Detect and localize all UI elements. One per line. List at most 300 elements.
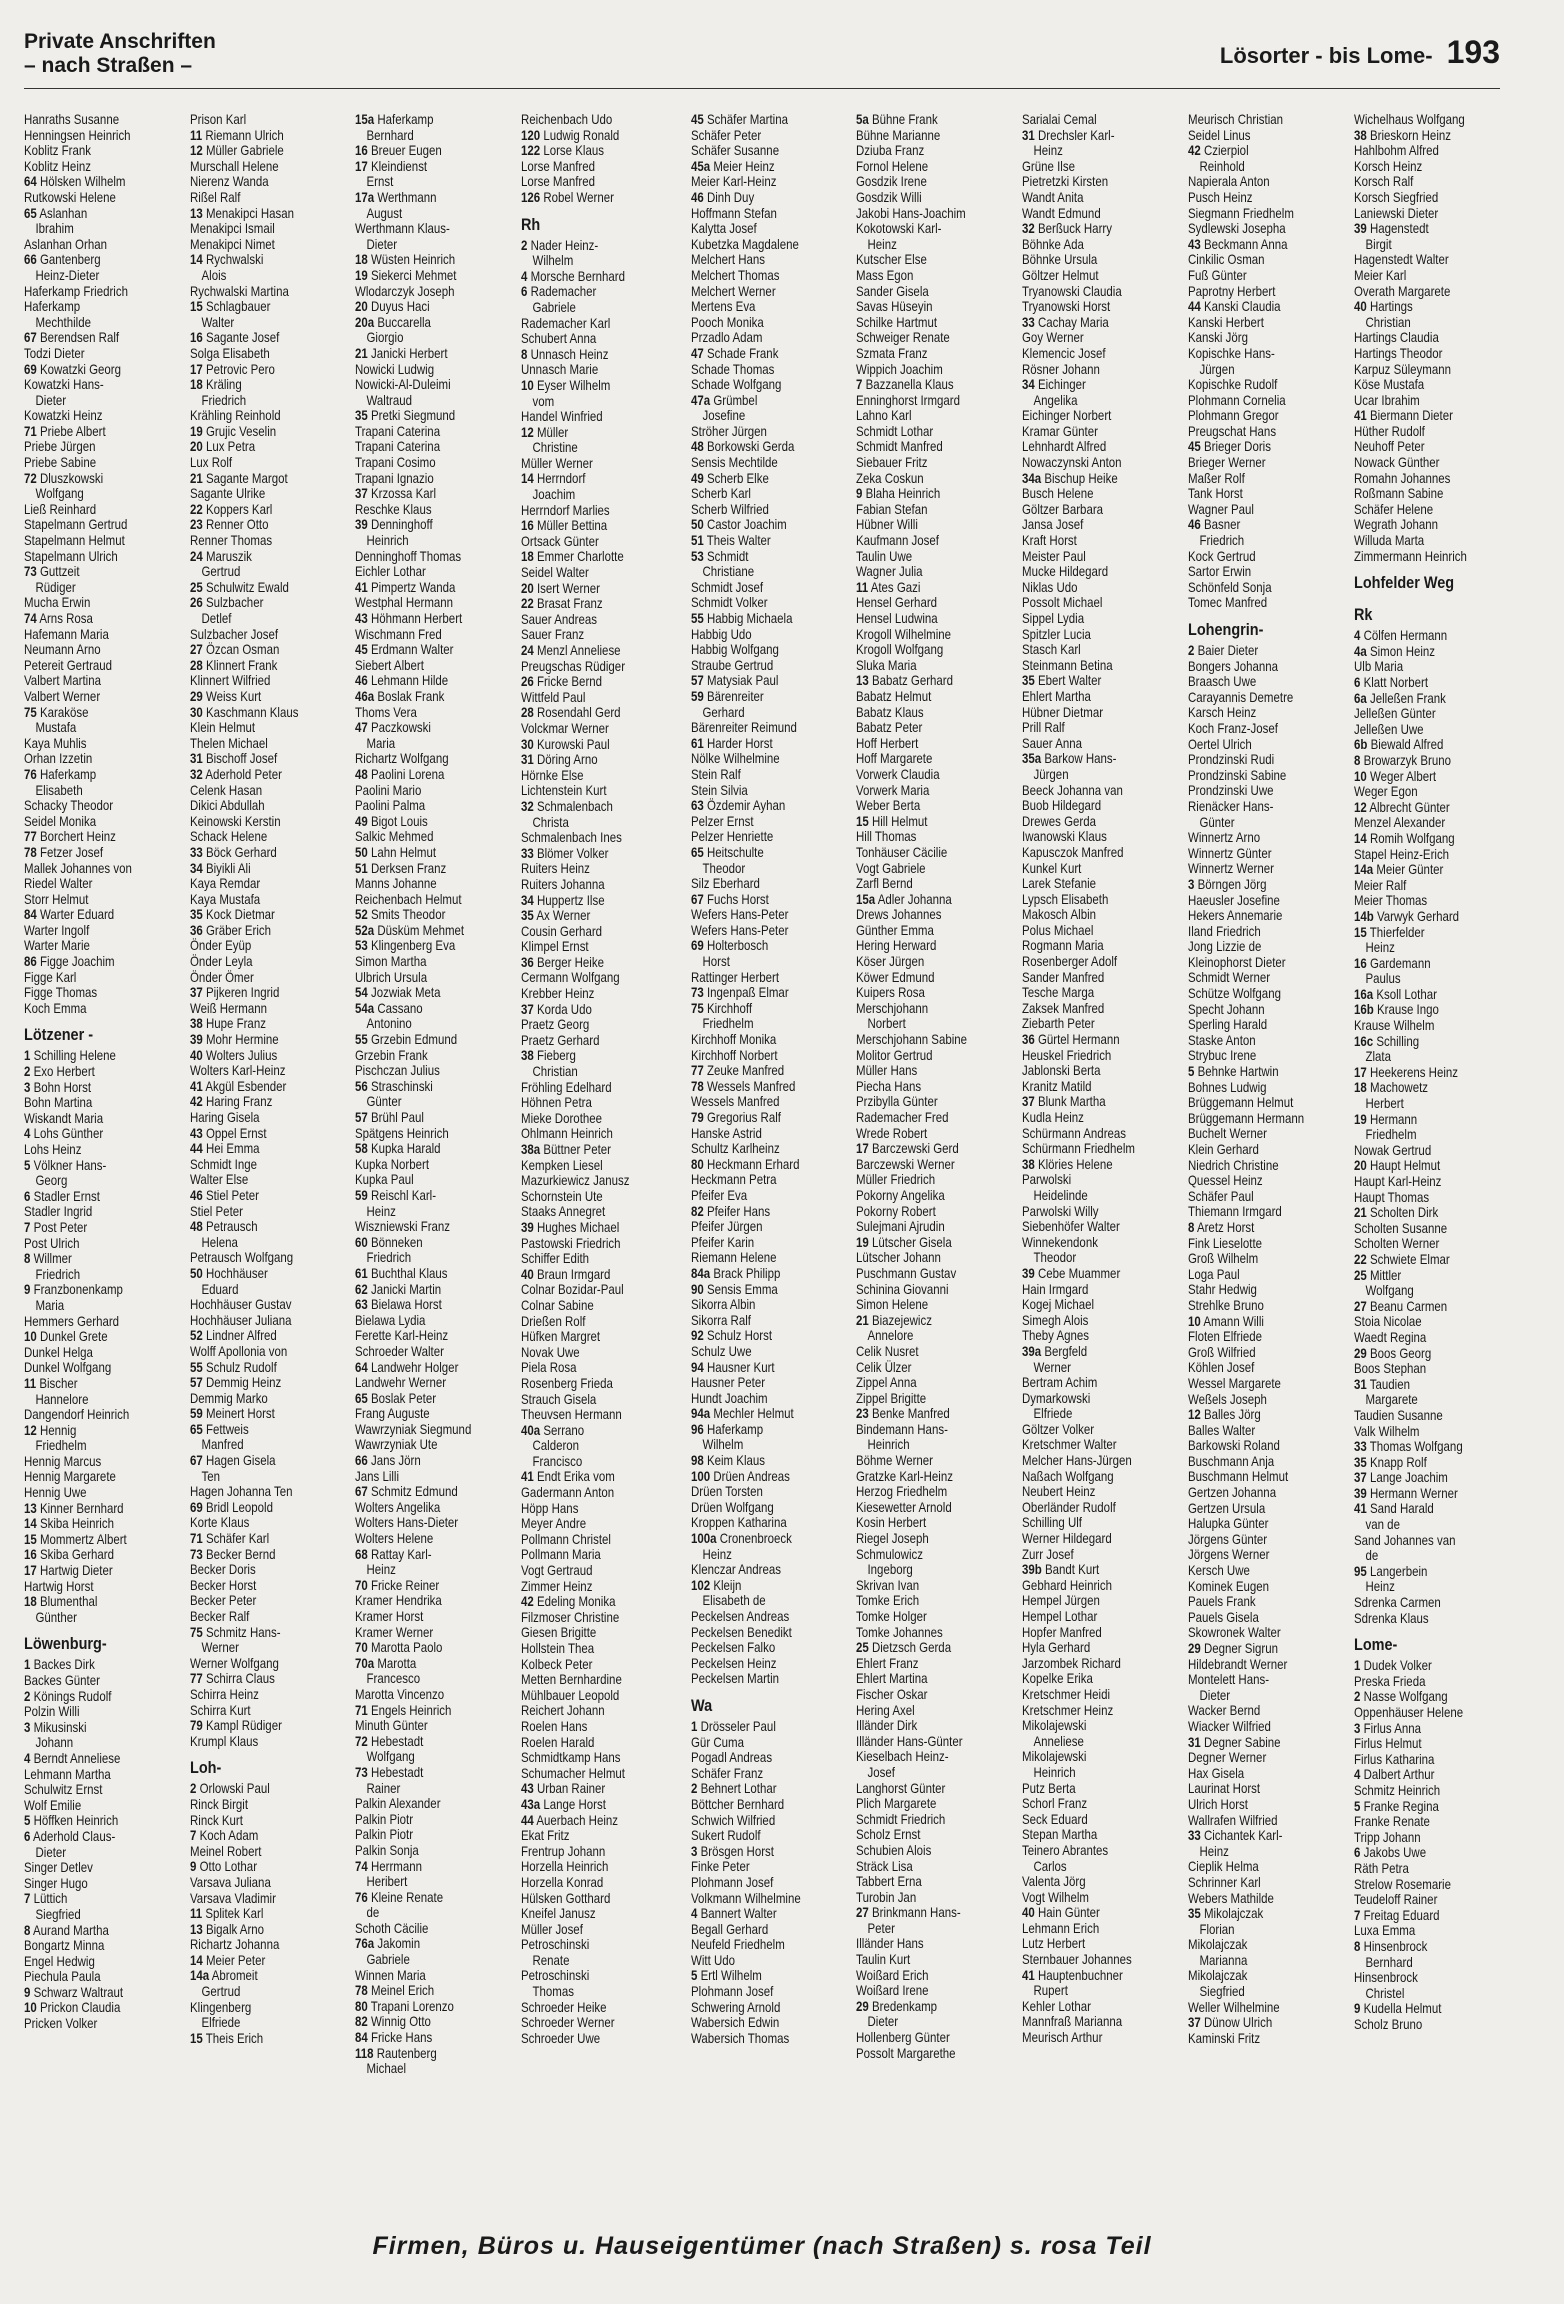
resident-entry: Sternbauer Johannes (1022, 1951, 1132, 1968)
resident-entry: Schmidtkamp Hans (521, 1749, 621, 1766)
resident-entry: Rosenberger Adolf (1022, 953, 1118, 970)
resident-entry: Menakipci Ismail (190, 220, 275, 237)
resident-entry: Singer Detlev (24, 1859, 93, 1876)
resident-entry: Tonhäuser Cäcilie (856, 843, 948, 860)
resident-entry: Werner Wolfgang (190, 1654, 279, 1671)
directory-column (190, 112, 338, 2212)
resident-entry: 77 Zeuke Manfred (691, 1062, 785, 1079)
resident-entry: Solga Elisabeth (190, 344, 270, 361)
house-number: 44 (521, 1811, 534, 1828)
house-number: 50 (190, 1264, 203, 1281)
house-number: 94 (691, 1358, 704, 1375)
resident-entry: Willuda Marta (1354, 532, 1425, 549)
resident-entry: Mühlbauer Leopold (521, 1686, 620, 1703)
house-number: 2 (691, 1780, 698, 1797)
resident-entry: 11 Ates Gazi (856, 578, 921, 595)
resident-entry: Franke Renate (1354, 1813, 1430, 1830)
house-number: 23 (856, 1405, 869, 1422)
resident-entry: Lehmann Martha (24, 1765, 111, 1782)
resident-entry: Bühne Marianne (856, 126, 941, 143)
house-number: 9 (190, 1858, 197, 1875)
resident-entry: Schubert Anna (521, 330, 597, 347)
resident-entry: Melchert Hans (691, 251, 766, 268)
resident-entry: Witt Udo (691, 1951, 736, 1968)
resident-entry: Lux Rolf (190, 454, 233, 471)
resident-entry: Hagenstedt Walter (1354, 251, 1449, 268)
resident-entry: Praetz Gerhard (521, 1031, 600, 1048)
house-number: 72 (355, 1732, 368, 1749)
resident-entry: Silz Eberhard (691, 875, 760, 892)
entry-continuation: Hannelore (35, 1390, 89, 1407)
resident-entry: Landwehr Werner (355, 1374, 447, 1391)
resident-entry: Steinmann Betina (1022, 656, 1113, 673)
resident-entry: 10 Prickon Claudia (24, 1999, 121, 2016)
directory-column (355, 112, 503, 2212)
resident-entry: Seidel Walter (521, 564, 589, 581)
resident-entry: Brüggemann Hermann (1188, 1109, 1305, 1126)
resident-entry: 7 Koch Adam (190, 1827, 259, 1844)
resident-entry: Demmig Marko (190, 1389, 268, 1406)
resident-entry: 45 Schäfer Martina (691, 112, 789, 127)
entry-continuation: Wilhelm (532, 252, 574, 269)
resident-entry: Schmidt Werner (1188, 969, 1271, 986)
resident-entry: Nölke Wilhelmine (691, 750, 780, 767)
house-number: 68 (355, 1545, 368, 1562)
resident-entry: Larek Stefanie (1022, 875, 1097, 892)
resident-entry: Mikolajewski (1022, 1717, 1087, 1734)
resident-entry: 27 Özcan Osman (190, 641, 280, 658)
house-number: 64 (24, 173, 37, 190)
resident-entry: Önder Leyla (190, 953, 253, 970)
resident-entry: 32 Berßuck Harry (1022, 220, 1112, 237)
resident-entry: Ferette Karl-Heinz (355, 1327, 449, 1344)
resident-entry: Dunkel Helga (24, 1343, 93, 1360)
house-number: 6a (1354, 689, 1367, 706)
resident-entry: Hopfer Manfred (1022, 1623, 1102, 1640)
resident-entry: Rißel Ralf (190, 188, 241, 205)
resident-entry: 48 Petrausch (190, 1218, 258, 1235)
resident-entry: 14 Skiba Heinrich (24, 1515, 114, 1532)
resident-entry: Klinnert Wilfried (190, 672, 271, 689)
resident-entry: Schumacher Helmut (521, 1764, 625, 1781)
resident-entry: Haupt Karl-Heinz (1354, 1173, 1442, 1189)
resident-entry: Langhorst Günter (856, 1779, 946, 1796)
resident-entry: Kramer Horst (355, 1608, 424, 1624)
resident-entry: 65 Heitschulte (691, 843, 764, 860)
resident-entry: Stapel Heinz-Erich (1354, 845, 1450, 862)
resident-entry: Sauer Andreas (521, 610, 597, 627)
resident-entry: 44 Auerbach Heinz (521, 1811, 619, 1828)
house-number: 15 (856, 812, 869, 829)
house-number: 1 (1354, 1657, 1361, 1674)
house-number: 67 (691, 890, 704, 907)
resident-entry: Marotta Vincenzo (355, 1685, 445, 1702)
resident-entry: Pelzer Henriette (691, 828, 774, 845)
resident-entry: 46a Boslak Frank (355, 687, 445, 704)
resident-entry: 17 Kleindienst (355, 157, 428, 174)
resident-entry: Filzmoser Christine (521, 1608, 620, 1625)
house-number: 44 (1188, 298, 1201, 315)
resident-entry: Figge Thomas (24, 984, 98, 1001)
resident-entry: 41 Hauptenbuchner (1022, 1966, 1123, 1983)
house-number: 31 (1354, 1375, 1367, 1392)
resident-entry: Jakobi Hans-Joachim (856, 204, 966, 221)
street-range: Lösorter - bis Lome- (1219, 43, 1433, 68)
resident-entry: Menzel Alexander (1354, 814, 1446, 831)
resident-entry: 7 Bazzanella Klaus (856, 376, 954, 393)
resident-entry: 17 Petrovic Pero (190, 360, 275, 377)
resident-entry: Karsch Heinz (1188, 704, 1257, 721)
resident-entry: Dziuba Franz (856, 142, 925, 159)
resident-entry: Kanski Jörg (1188, 329, 1248, 346)
entry-continuation: Heinz (867, 235, 897, 252)
resident-entry: Kowatzki Heinz (24, 407, 103, 424)
entry-continuation: Friedhelm (35, 1437, 87, 1454)
resident-entry: Wittfeld Paul (521, 688, 586, 705)
house-number: 41 (1022, 1966, 1035, 1983)
resident-entry: Siegmann Friedhelm (1188, 204, 1294, 221)
resident-entry: Nowicki Ludwig (355, 360, 435, 377)
house-number: 76 (24, 765, 37, 782)
resident-entry: Jelleßen Uwe (1354, 720, 1424, 737)
resident-entry: 4 Bannert Walter (691, 1905, 777, 1922)
resident-entry: 3 Firlus Anna (1354, 1719, 1422, 1736)
house-number: 28 (190, 656, 203, 673)
resident-entry: 50 Castor Joachim (691, 516, 787, 533)
resident-entry: Gratzke Karl-Heinz (856, 1467, 953, 1484)
house-number: 39b (1022, 1561, 1042, 1578)
resident-entry: Sagante Ulrike (190, 485, 266, 502)
resident-entry: 82 Pfeifer Hans (691, 1202, 771, 1219)
resident-entry: Enninghorst Irmgard (856, 391, 961, 408)
resident-entry: 75 Kirchhoff (691, 999, 753, 1016)
house-number: 57 (355, 1109, 368, 1125)
resident-entry: Pauels Frank (1188, 1593, 1256, 1610)
resident-entry: 98 Keim Klaus (691, 1452, 766, 1469)
house-number: 20 (1354, 1157, 1367, 1174)
house-number: 43 (1188, 235, 1201, 252)
resident-entry: 38 Hupe Franz (190, 1015, 266, 1032)
house-number: 57 (691, 672, 704, 689)
resident-entry: Kirchhoff Monika (691, 1031, 777, 1048)
house-number: 69 (190, 1498, 203, 1515)
resident-entry: 44 Hei Emma (190, 1140, 260, 1157)
resident-entry: Stasch Karl (1022, 641, 1081, 658)
entry-continuation: Heinz (366, 1561, 396, 1578)
house-number: 19 (856, 1233, 869, 1250)
resident-entry: 65 Boslak Peter (355, 1389, 437, 1406)
resident-entry: Korsch Siegfried (1354, 188, 1439, 205)
resident-entry: Korsch Heinz (1354, 157, 1423, 174)
resident-entry: Nowak Gertrud (1354, 1141, 1432, 1158)
resident-entry: Westphal Hermann (355, 594, 454, 611)
resident-entry: 45a Meier Heinz (691, 157, 775, 174)
resident-entry: Plohmann Gregor (1188, 407, 1279, 424)
resident-entry: Lehmann Erich (1022, 1919, 1100, 1936)
resident-entry: 3 Börngen Jörg (1188, 875, 1267, 892)
resident-entry: 53 Schmidt (691, 547, 749, 564)
resident-entry: Tripp Johann (1354, 1828, 1421, 1845)
house-number: 52a (355, 921, 375, 938)
resident-entry: Tank Horst (1188, 485, 1243, 502)
resident-entry: Preugschas Rüdiger (521, 657, 626, 674)
house-number: 2 (1188, 642, 1195, 658)
house-number: 84 (355, 2029, 368, 2046)
entry-continuation: Antonino (366, 1015, 412, 1032)
resident-entry: Eichinger Norbert (1022, 407, 1112, 424)
house-number: 43 (355, 610, 368, 626)
house-number: 10 (521, 376, 534, 393)
house-number: 25 (190, 578, 203, 595)
resident-entry: Jans Lilli (355, 1467, 400, 1484)
resident-entry: Pollmann Christel (521, 1530, 611, 1547)
house-number: 23 (190, 516, 203, 533)
resident-entry: Koch Emma (24, 999, 87, 1016)
resident-entry: Schütze Wolfgang (1188, 985, 1281, 1002)
house-number: 69 (691, 937, 704, 954)
street-heading: Wa (691, 1695, 713, 1715)
house-number: 6 (1354, 674, 1361, 690)
resident-entry: Kopischke Rudolf (1188, 376, 1278, 393)
resident-entry: Jablonski Berta (1022, 1062, 1101, 1079)
resident-entry: 39 Hagenstedt (1354, 220, 1429, 237)
resident-entry: 16 Skiba Gerhard (24, 1546, 114, 1563)
directory-column (691, 112, 839, 2212)
entry-continuation: Mechthilde (35, 313, 91, 330)
resident-entry: 22 Brasat Franz (521, 595, 603, 612)
resident-entry: Jansa Josef (1022, 516, 1084, 533)
resident-entry: Polzin Willi (24, 1703, 80, 1720)
house-number: 10 (1354, 767, 1367, 784)
resident-entry: Schmidt Inge (190, 1155, 258, 1172)
house-number: 37 (1022, 1093, 1035, 1110)
resident-entry: Vorwerk Claudia (856, 765, 940, 782)
house-number: 22 (190, 500, 203, 517)
house-number: 14 (24, 1515, 37, 1532)
resident-entry: 60 Bönneken (355, 1233, 423, 1250)
resident-entry: Becker Doris (190, 1561, 256, 1578)
resident-entry: 67 Fuchs Horst (691, 890, 769, 907)
resident-entry: 14 Rychwalski (190, 251, 264, 268)
resident-entry: Possolt Margarethe (856, 2044, 956, 2061)
house-number: 29 (190, 687, 203, 704)
resident-entry: Schmitz Heinrich (1354, 1781, 1441, 1798)
house-number: 73 (691, 984, 704, 1001)
resident-entry: Hüther Rudolf (1354, 422, 1425, 439)
resident-entry: 22 Koppers Karl (190, 500, 273, 517)
entry-continuation: Wilhelm (702, 1436, 744, 1453)
resident-entry: Hennig Marcus (24, 1452, 102, 1469)
house-number: 8 (24, 1921, 31, 1938)
resident-entry: Backes Günter (24, 1672, 100, 1688)
house-number: 40 (521, 1265, 534, 1282)
house-number: 19 (1354, 1110, 1367, 1127)
resident-entry: Colnar Bozidar-Paul (521, 1281, 624, 1298)
resident-entry: 22 Schwiete Elmar (1354, 1250, 1450, 1267)
resident-entry: 69 Kowatzki Georg (24, 360, 122, 377)
resident-entry: Siebenhöfer Walter (1022, 1218, 1120, 1235)
house-number: 59 (355, 1186, 368, 1203)
resident-entry: 17 Heekerens Heinz (1354, 1063, 1459, 1080)
resident-entry: Schacky Theodor (24, 797, 114, 814)
resident-entry: Stahr Hedwig (1188, 1281, 1257, 1298)
resident-entry: Valbert Werner (24, 687, 101, 704)
resident-entry: Ziebarth Peter (1022, 1015, 1095, 1032)
resident-entry: 31 Degner Sabine (1188, 1733, 1281, 1750)
resident-entry: Hochhäuser Gustav (190, 1296, 292, 1313)
house-number: 5 (1188, 1063, 1195, 1080)
house-number: 44 (190, 1140, 203, 1157)
resident-entry: Simegh Alois (1022, 1311, 1089, 1328)
house-number: 41 (1354, 407, 1367, 424)
resident-entry: Meyer Andre (521, 1515, 587, 1532)
resident-entry: 31 Taudien (1354, 1375, 1410, 1392)
resident-entry: Beeck Johanna van (1022, 781, 1123, 798)
house-number: 7 (190, 1827, 197, 1844)
resident-entry: Stapelmann Gertrud (24, 516, 128, 533)
resident-entry: Overath Margarete (1354, 282, 1451, 299)
resident-entry: 14a Meier Günter (1354, 861, 1444, 878)
house-number: 32 (1022, 220, 1035, 237)
house-number: 77 (24, 828, 37, 845)
resident-entry: Gür Cuma (691, 1733, 744, 1750)
house-number: 50 (355, 843, 368, 860)
resident-entry: 120 Ludwig Ronald (521, 126, 620, 143)
resident-entry: Heckmann Petra (691, 1171, 777, 1188)
resident-entry: Köhlen Josef (1188, 1359, 1255, 1376)
resident-entry: Reichert Johann (521, 1702, 605, 1719)
resident-entry: Herrndorf Marlies (521, 501, 610, 518)
resident-entry: Böhnke Ursula (1022, 251, 1098, 268)
resident-entry: Haferkamp (24, 298, 81, 315)
resident-entry: Koblitz Frank (24, 142, 91, 159)
resident-entry: Schack Helene (190, 828, 268, 845)
house-number: 60 (355, 1233, 368, 1250)
entry-continuation: Gertrud (201, 563, 241, 580)
resident-entry: 9 Franzbonenkamp (24, 1281, 123, 1298)
resident-entry: Varsava Juliana (190, 1873, 271, 1890)
resident-entry: 38 Fieberg (521, 1047, 576, 1064)
resident-entry: Siebauer Fritz (856, 454, 928, 471)
resident-entry: Drüen Torsten (691, 1483, 763, 1500)
resident-entry: Ruiters Johanna (521, 875, 605, 892)
entry-continuation: Heinz (702, 1545, 732, 1562)
resident-entry: Hoffmann Stefan (691, 204, 777, 221)
resident-entry: Haeusler Josefine (1188, 891, 1280, 908)
resident-entry: Kanski Herbert (1188, 313, 1264, 330)
resident-entry: Puschmann Gustav (856, 1264, 957, 1281)
resident-entry: 47 Paczkowski (355, 719, 431, 736)
resident-entry: Paprotny Herbert (1188, 282, 1276, 299)
resident-entry: Lypsch Elisabeth (1022, 890, 1109, 907)
entry-continuation: Michael (366, 2060, 407, 2077)
resident-entry: Riegel Joseph (856, 1530, 929, 1547)
resident-entry: 58 Kupka Harald (355, 1140, 441, 1157)
resident-entry: 16b Krause Ingo (1354, 1001, 1439, 1018)
resident-entry: Trapani Cosimo (355, 454, 436, 471)
resident-entry: Hüfken Margret (521, 1328, 601, 1345)
resident-entry: 35 Ebert Walter (1022, 672, 1102, 689)
resident-entry: Klein Gerhard (1188, 1141, 1259, 1157)
resident-entry: 9 Blaha Heinrich (856, 485, 941, 502)
entry-continuation: Zlata (1365, 1048, 1392, 1065)
resident-entry: Schürmann Andreas (1022, 1124, 1127, 1141)
resident-entry: Roßmann Sabine (1354, 485, 1444, 502)
entry-continuation: Maria (366, 734, 396, 751)
house-number: 54 (355, 984, 368, 1001)
resident-entry: Manns Johanne (355, 875, 437, 892)
resident-entry: 36 Gräber Erich (190, 921, 272, 938)
house-number: 66 (24, 251, 37, 268)
resident-entry: Höpp Hans (521, 1499, 579, 1516)
resident-entry: Haferkamp Friedrich (24, 282, 128, 299)
resident-entry: Kretschmer Walter (1022, 1436, 1117, 1453)
resident-entry: 13 Menakipci Hasan (190, 204, 295, 221)
resident-entry: Rösner Johann (1022, 360, 1100, 377)
resident-entry: Napierala Anton (1188, 173, 1270, 190)
resident-entry: Mannfraß Marianna (1022, 2013, 1123, 2030)
resident-entry: Becker Ralf (190, 1608, 250, 1624)
resident-entry: Klingenberg (190, 1998, 252, 2015)
resident-entry: 52a Düsküm Mehmet (355, 921, 465, 938)
resident-entry: Thiemann Irmgard (1188, 1203, 1282, 1220)
resident-entry: Schmidt Manfred (856, 438, 943, 455)
resident-entry: Vogt Gertraud (521, 1562, 593, 1579)
resident-entry: 40 Hain Günter (1022, 1904, 1100, 1921)
resident-entry: Buob Hildegard (1022, 797, 1102, 814)
house-number: 2 (521, 236, 528, 253)
resident-entry: Brüggemann Helmut (1188, 1094, 1294, 1111)
resident-entry: Werthmann Klaus- (355, 220, 450, 237)
resident-entry: Krumpl Klaus (190, 1732, 259, 1749)
resident-entry: 59 Meinert Horst (190, 1405, 275, 1422)
resident-entry: Szmata Franz (856, 344, 928, 361)
street-heading: Lötzener - (24, 1025, 94, 1045)
resident-entry: Strauch Gisela (521, 1390, 597, 1407)
house-number: 33 (1188, 1827, 1201, 1844)
resident-entry: 67 Schmitz Edmund (355, 1483, 458, 1500)
resident-entry: 16 Gardemann (1354, 954, 1431, 971)
house-number: 40 (1022, 1904, 1035, 1921)
house-number: 59 (691, 687, 704, 704)
house-number: 51 (355, 859, 368, 876)
resident-entry: Hartings Theodor (1354, 344, 1443, 361)
resident-entry: Bindemann Hans- (856, 1420, 948, 1437)
resident-entry: Tryanowski Horst (1022, 298, 1111, 315)
resident-entry: Singer Hugo (24, 1874, 88, 1891)
resident-entry: Oertel Ulrich (1188, 735, 1252, 752)
house-number: 8 (521, 345, 528, 362)
house-number: 9 (1354, 2000, 1361, 2017)
resident-entry: 44 Kanski Claudia (1188, 298, 1281, 315)
resident-entry: Pietretzki Kirsten (1022, 173, 1109, 190)
resident-entry: 15a Haferkamp (355, 112, 434, 127)
resident-entry: 27 Beanu Carmen (1354, 1297, 1448, 1314)
house-number: 63 (691, 797, 704, 814)
house-number: 33 (190, 843, 203, 860)
resident-entry: Kapusczok Manfred (1022, 843, 1124, 860)
house-number: 20 (190, 438, 203, 455)
resident-entry: Kopelke Erika (1022, 1670, 1093, 1687)
resident-entry: Iland Friedrich (1188, 922, 1261, 939)
resident-entry: Böhnke Ada (1022, 235, 1084, 252)
resident-entry: 9 Otto Lothar (190, 1858, 258, 1875)
resident-entry: Köse Mustafa (1354, 376, 1425, 393)
resident-entry: 5 Behnke Hartwin (1188, 1063, 1279, 1080)
resident-entry: 28 Klinnert Frank (190, 656, 278, 673)
house-number: 12 (1354, 798, 1367, 815)
house-number: 49 (355, 812, 368, 829)
